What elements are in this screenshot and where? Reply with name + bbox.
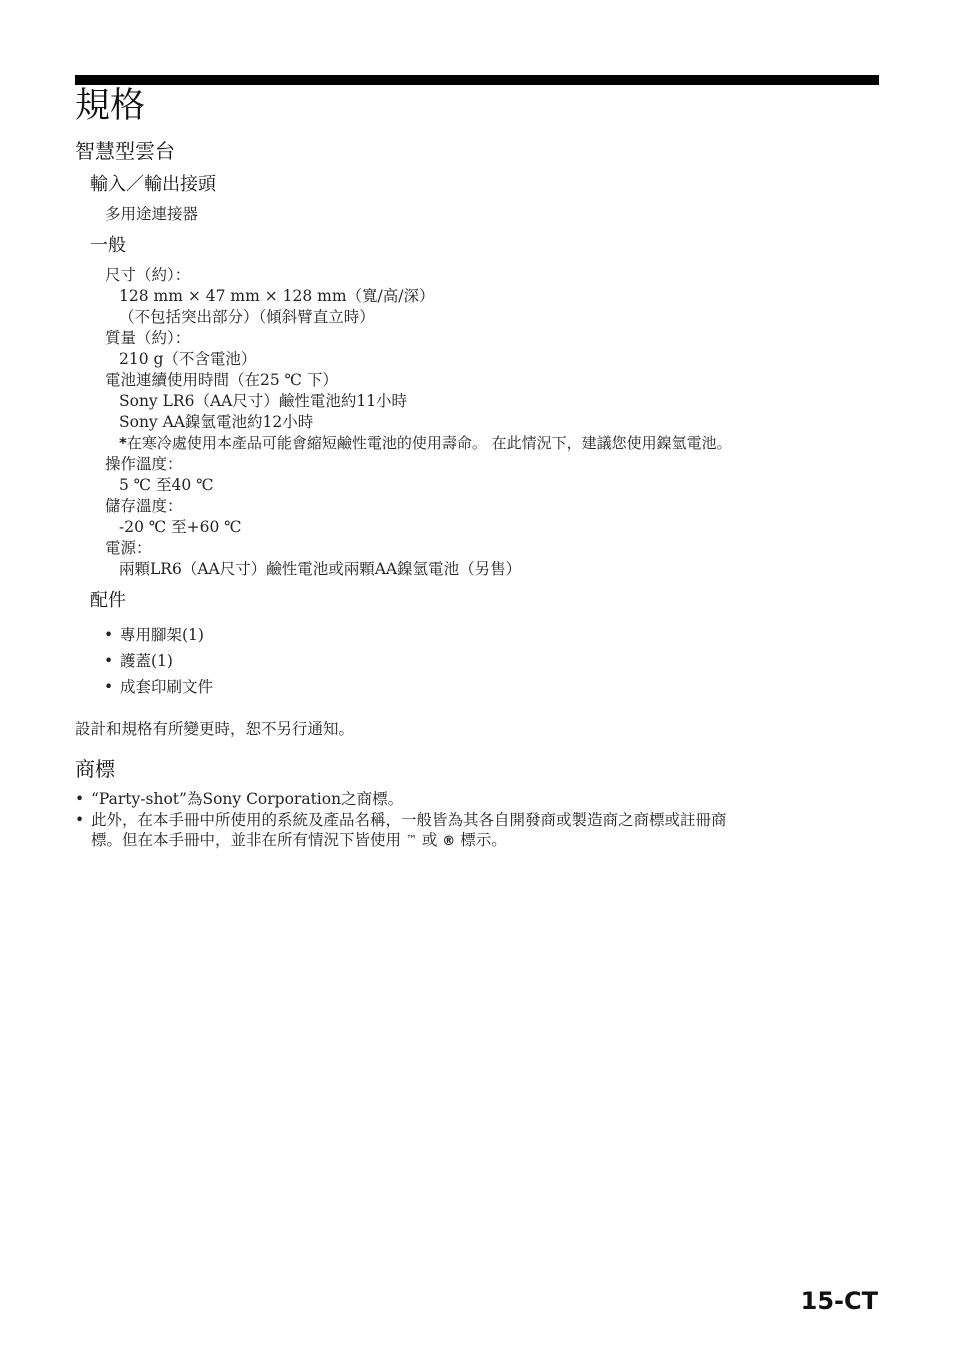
mass-label: 質量（約）： [105, 329, 191, 347]
dimensions-value: 128 mm × 47 mm × 128 mm（寬/高/深） [119, 287, 435, 305]
op-temp-value: 5 ℃ 至40 ℃ [119, 476, 214, 494]
registered-symbol: ® [442, 834, 456, 849]
accessory-item: • 專用腳架(1) [120, 625, 204, 645]
power-value: 兩顆LR6（AA尺寸）鹼性電池或兩顆AA鎳氫電池（另售） [119, 560, 522, 578]
battery-label: 電池連續使用時間（在25 ℃ 下） [105, 371, 338, 389]
battery-note-text: 在寒冷處使用本產品可能會縮短鹼性電池的使用壽命。 在此情況下，建議您使用鎳氫電池。 [126, 434, 732, 452]
section-heading-product: 智慧型雲台 [75, 139, 175, 163]
tm-symbol: ™ [405, 833, 417, 846]
accessories-heading: 配件 [90, 590, 126, 611]
io-heading: 輸入／輸出接頭 [90, 174, 216, 195]
trademark-text: 標。但在本手冊中，並非在所有情況下皆使用 [91, 831, 406, 849]
page-title: 規格 [75, 86, 146, 126]
trademark-item-2-line-1: 此外，在本手冊中所使用的系統及產品名稱，一般皆為其各自開發商或製造商之商標或註冊商 [91, 811, 727, 829]
trademark-item-1: • “Party-shot”為Sony Corporation之商標。 [91, 789, 403, 809]
note-asterisk: * [119, 434, 127, 452]
change-notice: 設計和規格有所變更時，恕不另行通知。 [75, 720, 355, 738]
power-label: 電源： [105, 539, 152, 557]
trademark-end: 標示。 [455, 831, 507, 849]
io-value: 多用途連接器 [105, 205, 199, 223]
accessory-item: • 護蓋(1) [120, 651, 173, 671]
dimensions-note: （不包括突出部分）（傾斜臂直立時） [119, 308, 375, 326]
trademarks-heading: 商標 [75, 757, 115, 781]
storage-temp-value: -20 ℃ 至+60 ℃ [119, 518, 242, 536]
battery-line-1: Sony LR6（AA尺寸）鹼性電池約11小時 [119, 392, 408, 410]
header-rule [75, 75, 879, 85]
general-heading: 一般 [90, 235, 126, 256]
page-number: 15-CT [800, 1287, 878, 1315]
mass-value: 210 g（不含電池） [119, 350, 257, 368]
battery-line-2: Sony AA鎳氫電池約12小時 [119, 413, 314, 431]
battery-note [119, 433, 732, 453]
storage-temp-label: 儲存溫度： [105, 497, 183, 515]
trademark-or: 或 [416, 831, 443, 849]
dimensions-label: 尺寸（約）： [105, 266, 191, 284]
op-temp-label: 操作溫度： [105, 455, 183, 473]
trademark-item-2-line-2 [91, 831, 507, 849]
accessory-item: • 成套印刷文件 [120, 677, 213, 697]
trademark-item-2 [91, 810, 727, 852]
